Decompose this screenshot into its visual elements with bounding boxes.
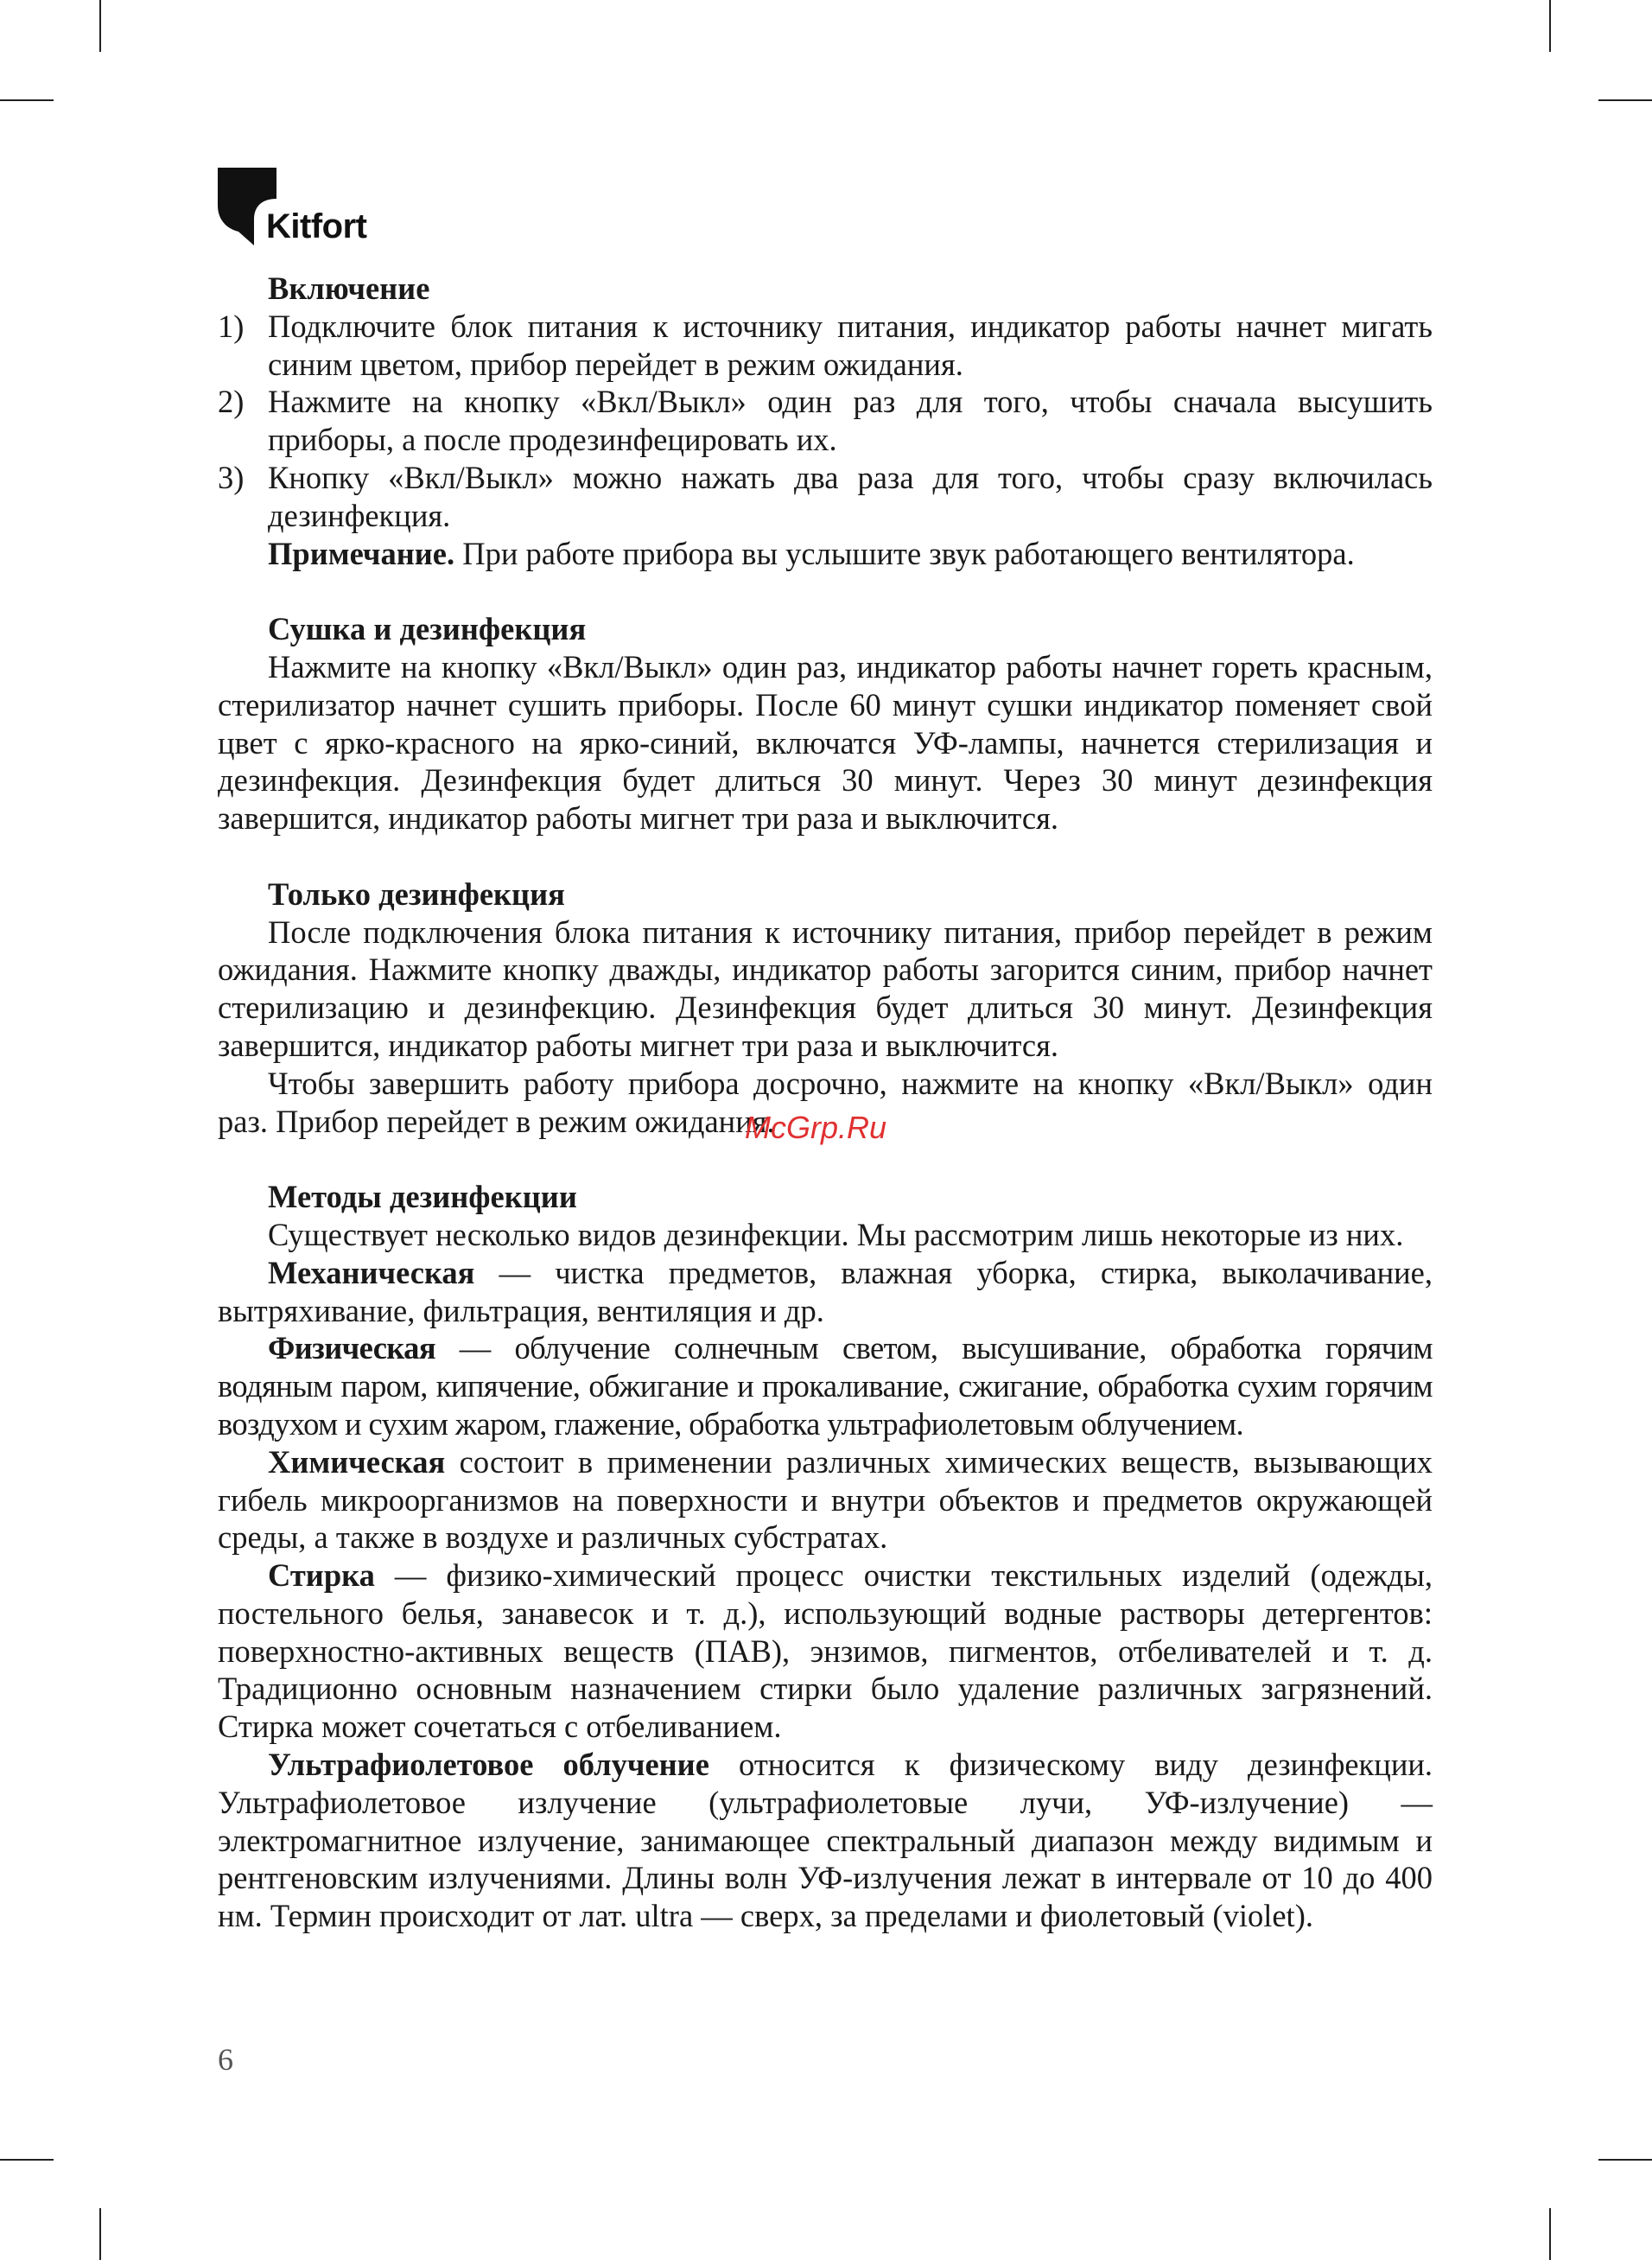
crop-mark: [1549, 0, 1551, 52]
crop-mark: [99, 2208, 101, 2260]
section-heading: Методы дезинфекции: [268, 1179, 577, 1215]
brand-name: Kitfort: [266, 207, 367, 245]
section-heading: Только дезинфекция: [268, 875, 565, 912]
crop-mark: [1598, 2159, 1652, 2161]
crop-mark: [99, 0, 101, 52]
crop-mark: [1598, 99, 1652, 101]
section-disinfection-only: [218, 875, 1433, 1141]
paragraph: Механическая — чистка предметов, влажная уборка, стирка, выколачивание, вытряхивание, фильтрация, вентиляция и др.: [218, 1254, 1433, 1328]
steps-list: [218, 308, 1433, 535]
crop-mark: [1549, 2208, 1551, 2260]
watermark: McGrp.Ru: [745, 1110, 887, 1145]
page-number: 6: [218, 2042, 233, 2077]
paragraph: Существует несколько видов дезинфекции. Мы рассмотрим лишь некоторые из них.: [268, 1216, 1404, 1252]
list-item: 3) Кнопку «Вкл/Выкл» можно нажать два раза для того, чтобы сразу включилась дезинфекция.: [218, 459, 1433, 533]
paragraph: Ультрафиолетовое облучение относится к физическому виду дезинфекции. Ультрафиолетовое излучение (ультрафиолетовые лучи, УФ-излучение) — электромагнитное излучение, занимающее спектральный диапазон между видимым и рентгеновским излучениями. Длины волн УФ-излучения лежат в интервале от 10 до 400 нм. Термин происходит от лат. ultra — сверх, за пределами и фиолетовый (violet).: [218, 1747, 1433, 1934]
section-methods: [218, 1178, 1433, 1935]
section-enable: [218, 270, 1433, 572]
list-item: 2) Нажмите на кнопку «Вкл/Выкл» один раз для того, чтобы сначала высушить приборы, а после продезинфецировать их.: [218, 384, 1433, 458]
note: Примечание. При работе прибора вы услышите звук работающего вентилятора.: [268, 535, 1355, 571]
paragraph: Нажмите на кнопку «Вкл/Выкл» один раз, индикатор работы начнет гореть красным, стерилизатор начнет сушить приборы. После 60 минут сушки индикатор поменяет свой цвет с ярко-красного на ярко-синий, включатся УФ-лампы, начнется стерилизация и дезинфекция. Дезинфекция будет длиться 30 минут. Через 30 минут дезинфекция завершится, индикатор работы мигнет три раза и выключится.: [218, 648, 1433, 837]
note-label: Примечание.: [268, 535, 455, 571]
crop-mark: [0, 99, 54, 101]
paragraph: Чтобы завершить работу прибора досрочно, нажмите на кнопку «Вкл/Выкл» один раз. Прибор перейдет в режим ожидания.: [218, 1065, 1433, 1139]
list-item: 1) Подключите блок питания к источнику питания, индикатор работы начнет мигать синим цветом, прибор перейдет в режим ожидания.: [218, 308, 1433, 382]
paragraph: После подключения блока питания к источнику питания, прибор перейдет в режим ожидания. Нажмите кнопку дважды, индикатор работы загорится синим, прибор начнет стерилизацию и дезинфекцию. Дезинфекция будет длиться 30 минут. Дезинфекция завершится, индикатор работы мигнет три раза и выключится.: [218, 914, 1433, 1063]
section-heading: Сушка и дезинфекция: [268, 611, 587, 647]
paragraph: Химическая состоит в применении различных химических веществ, вызывающих гибель микроорганизмов на поверхности и внутри объектов и предметов окружающей среды, а также в воздухе и различных субстратах.: [218, 1443, 1433, 1556]
brand-logo: [218, 168, 391, 250]
document-body: [218, 270, 1433, 1935]
section-drying: [218, 610, 1433, 837]
paragraph: Физическая — облучение солнечным светом, высушивание, обработка горячим водяным паром, кипячение, обжигание и прокаливание, сжигание, обработка сухим горячим воздухом и сухим жаром, глажение, обработка ультрафиолетовым облучением.: [218, 1330, 1433, 1442]
section-heading: Включение: [268, 271, 430, 306]
crop-mark: [0, 2159, 54, 2161]
paragraph: Стирка — физико-химический процесс очистки текстильных изделий (одежды, постельного белья, занавесок и т. д.), использующий водные растворы детергентов: поверхностно-активных веществ (ПАВ), энзимов, пигментов, отбеливателей и т. д. Традиционно основным назначением стирки было удаление различных загрязнений. Стирка может сочетаться с отбеливанием.: [218, 1557, 1433, 1745]
